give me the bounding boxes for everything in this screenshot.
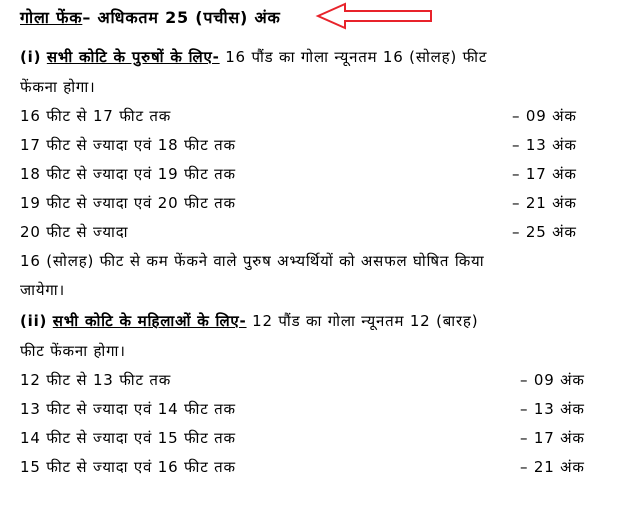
men-note-line2: जायेगा।	[20, 281, 65, 299]
men-row-range: 17 फीट से ज्यादा एवं 18 फीट तक	[20, 136, 236, 154]
men-row-score: – 17 अंक	[512, 165, 577, 183]
women-section-intro	[20, 311, 478, 331]
women-row-range: 14 फीट से ज्यादा एवं 15 फीट तक	[20, 429, 236, 447]
men-row-score: – 25 अंक	[512, 223, 577, 241]
men-intro-line2: फेंकना होगा।	[20, 78, 96, 96]
men-row-score: – 09 अंक	[512, 107, 577, 125]
men-row-range: 16 फीट से 17 फीट तक	[20, 107, 172, 125]
men-row-range: 18 फीट से ज्यादा एवं 19 फीट तक	[20, 165, 236, 183]
men-row-range: 19 फीट से ज्यादा एवं 20 फीट तक	[20, 194, 236, 212]
women-row-range: 15 फीट से ज्यादा एवं 16 फीट तक	[20, 458, 236, 476]
women-row-score: – 17 अंक	[520, 429, 585, 447]
men-heading: सभी कोटि के पुरुषों के लिए-	[46, 48, 220, 66]
women-intro-line1: 12 पौंड का गोला न्यूनतम 12 (बारह)	[246, 312, 479, 330]
men-note-line1: 16 (सोलह) फीट से कम फेंकने वाले पुरुष अभ्यर्थियों को असफल घोषित किया	[20, 252, 485, 270]
women-intro-line2: फीट फेंकना होगा।	[20, 342, 126, 360]
title-underlined: गोला फेंक	[20, 8, 83, 27]
women-row-score: – 21 अंक	[520, 458, 585, 476]
men-section-intro	[20, 47, 487, 67]
men-row-range: 20 फीट से ज्यादा	[20, 223, 129, 241]
men-row-score: – 13 अंक	[512, 136, 577, 154]
women-row-score: – 09 अंक	[520, 371, 585, 389]
page-title	[20, 6, 281, 28]
women-row-score: – 13 अंक	[520, 400, 585, 418]
men-intro-line1: 16 पौंड का गोला न्यूनतम 16 (सोलह) फीट	[219, 48, 488, 66]
women-marker: (ii)	[20, 312, 48, 330]
left-arrow-icon	[315, 2, 435, 32]
women-row-range: 13 फीट से ज्यादा एवं 14 फीट तक	[20, 400, 236, 418]
women-row-range: 12 फीट से 13 फीट तक	[20, 371, 172, 389]
men-row-score: – 21 अंक	[512, 194, 577, 212]
women-heading: सभी कोटि के महिलाओं के लिए-	[52, 312, 247, 330]
men-marker: (i)	[20, 48, 42, 66]
title-rest: – अधिकतम 25 (पचीस) अंक	[82, 8, 281, 27]
